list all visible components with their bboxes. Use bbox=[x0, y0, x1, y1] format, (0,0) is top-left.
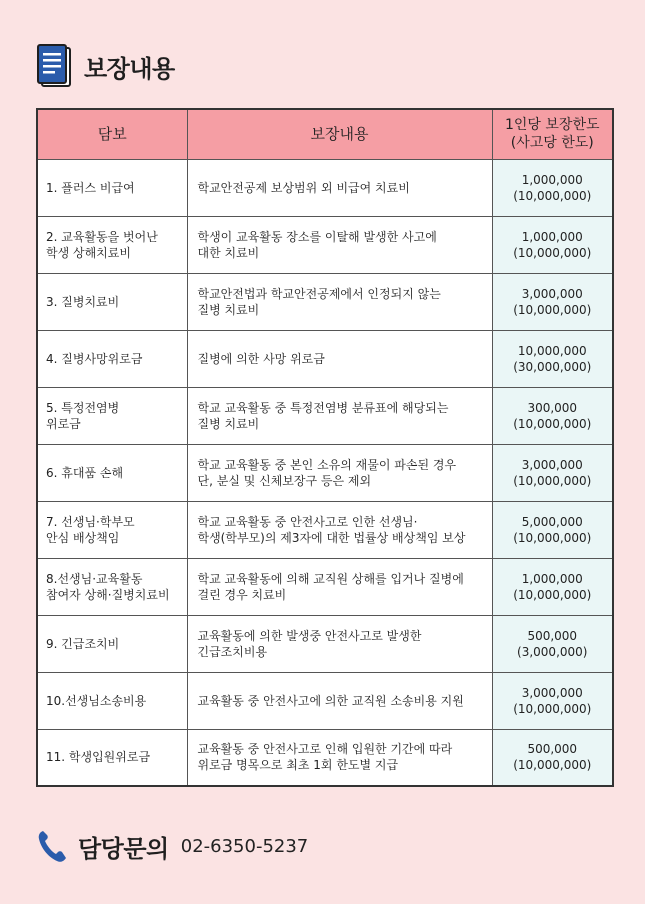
row-item: 1. 플러스 비급여 bbox=[46, 180, 135, 195]
table-row bbox=[37, 159, 613, 216]
row-limit-per-accident: (10,000,000) bbox=[513, 701, 592, 716]
page-title: 보장내용 bbox=[84, 54, 175, 83]
document-icon bbox=[36, 44, 74, 88]
row-description: 교육활동 중 안전사고로 인해 입원한 기간에 따라 위로금 명목으로 최초 1회 한도별 지급 bbox=[197, 742, 453, 773]
table-row bbox=[37, 387, 613, 444]
row-item: 9. 긴급조치비 bbox=[46, 636, 120, 651]
row-item: 11. 학생입원위로금 bbox=[46, 750, 151, 765]
table-row bbox=[37, 444, 613, 501]
header-item: 담보 bbox=[37, 109, 187, 159]
table-row bbox=[37, 672, 613, 729]
row-description: 학교 교육활동 중 본인 소유의 재물이 파손된 경우 단, 분실 및 신체보장구 등은 제외 bbox=[197, 457, 457, 488]
row-item: 2. 교육활동을 벗어난 학생 상해치료비 bbox=[46, 229, 158, 260]
row-description: 학교안전공제 보상범위 외 비급여 치료비 bbox=[197, 180, 410, 195]
row-limit: 10,000,000 bbox=[517, 343, 587, 358]
row-item: 5. 특정전염병 위로금 bbox=[46, 400, 120, 431]
contact-label: 담당문의 bbox=[78, 834, 169, 863]
row-item: 4. 질병사망위로금 bbox=[46, 351, 143, 366]
row-limit: 5,000,000 bbox=[521, 514, 583, 529]
row-description: 학교안전법과 학교안전공제에서 인정되지 않는 질병 치료비 bbox=[197, 286, 441, 317]
table-row bbox=[37, 216, 613, 273]
table-row bbox=[37, 729, 613, 786]
row-item: 8.선생님·교육활동 참여자 상해·질병치료비 bbox=[46, 571, 170, 602]
row-limit: 500,000 bbox=[527, 628, 578, 643]
row-limit-per-accident: (3,000,000) bbox=[517, 644, 588, 659]
row-item: 3. 질병치료비 bbox=[46, 294, 120, 309]
row-limit-per-accident: (10,000,000) bbox=[513, 416, 592, 431]
row-limit-per-accident: (10,000,000) bbox=[513, 473, 592, 488]
row-limit-per-accident: (10,000,000) bbox=[513, 188, 592, 203]
row-limit: 3,000,000 bbox=[521, 685, 583, 700]
row-limit: 3,000,000 bbox=[521, 457, 583, 472]
table-row bbox=[37, 330, 613, 387]
row-description: 학교 교육활동에 의해 교직원 상해를 입거나 질병에 걸린 경우 치료비 bbox=[197, 571, 464, 602]
row-limit-per-accident: (10,000,000) bbox=[513, 530, 592, 545]
header-limit bbox=[492, 109, 613, 159]
header-limit-line1: 1인당 보장한도 bbox=[504, 117, 600, 134]
table-header-row bbox=[37, 109, 613, 159]
row-item: 7. 선생님·학부모 안심 배상책임 bbox=[46, 514, 135, 545]
coverage-table bbox=[36, 108, 614, 787]
row-limit: 1,000,000 bbox=[521, 571, 583, 586]
contact-phone-number[interactable]: 02-6350-5237 bbox=[180, 835, 309, 857]
row-limit: 500,000 bbox=[527, 742, 578, 757]
row-description: 교육활동에 의한 발생중 안전사고로 발생한 긴급조치비용 bbox=[197, 628, 422, 659]
row-description: 질병에 의한 사망 위로금 bbox=[197, 351, 325, 366]
table-row bbox=[37, 273, 613, 330]
row-limit-per-accident: (10,000,000) bbox=[513, 302, 592, 317]
row-description: 학생이 교육활동 장소를 이탈해 발생한 사고에 대한 치료비 bbox=[197, 229, 437, 260]
row-item: 10.선생님소송비용 bbox=[46, 693, 147, 708]
table-row bbox=[37, 501, 613, 558]
row-limit: 1,000,000 bbox=[521, 229, 583, 244]
phone-icon bbox=[36, 828, 68, 864]
row-description: 교육활동 중 안전사고에 의한 교직원 소송비용 지원 bbox=[197, 693, 464, 708]
section-header bbox=[36, 44, 175, 88]
table-row bbox=[37, 615, 613, 672]
row-limit-per-accident: (10,000,000) bbox=[513, 587, 592, 602]
row-description: 학교 교육활동 중 특정전염병 분류표에 해당되는 질병 치료비 bbox=[197, 400, 449, 431]
row-limit-per-accident: (10,000,000) bbox=[513, 245, 592, 260]
row-limit: 3,000,000 bbox=[521, 286, 583, 301]
contact-section bbox=[36, 826, 308, 866]
row-limit: 300,000 bbox=[527, 400, 578, 415]
table-row bbox=[37, 558, 613, 615]
row-description: 학교 교육활동 중 안전사고로 인한 선생님· 학생(학부모)의 제3자에 대한 법률상 배상책임 보상 bbox=[197, 514, 466, 545]
header-description: 보장내용 bbox=[187, 109, 492, 159]
row-limit: 1,000,000 bbox=[521, 172, 583, 187]
row-item: 6. 휴대품 손해 bbox=[46, 465, 124, 480]
row-limit-per-accident: (30,000,000) bbox=[513, 359, 592, 374]
header-limit-line2: (사고당 한도) bbox=[510, 135, 594, 152]
row-limit-per-accident: (10,000,000) bbox=[513, 758, 592, 773]
